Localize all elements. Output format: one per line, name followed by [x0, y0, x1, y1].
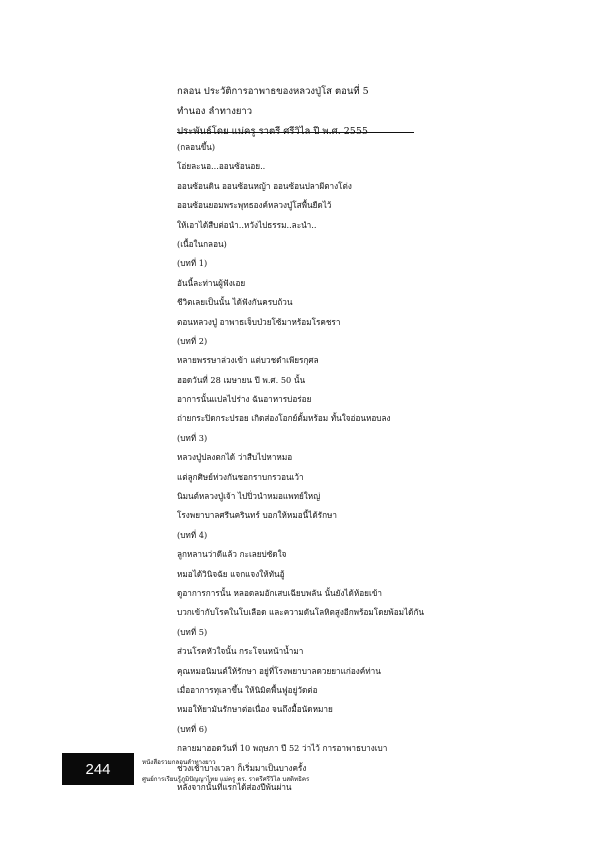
poem-line: หลวงปู่ปลงตกได้ ว่าสืบไปหาหมอ [177, 452, 293, 463]
poem-line: ลูกหลานว่าดีแล้ว กะเลยบ่ซัดใจ [177, 549, 287, 560]
poem-line: หลังจากนั้นที่แรกได้ส่องปีพ้นผ่าน [177, 781, 292, 792]
poem-line: ให้เอาได้สืบต่อนำ..หวังไปธรรม..ละนำ.. [177, 219, 317, 230]
page-number-box [62, 753, 134, 785]
verse-heading: (บทที่ 2) [177, 335, 208, 346]
poem-line: ช่วงเช้าบางเวลา ก็เริ่มมาเป็นบางครั้ง [177, 762, 307, 773]
poem-line: ส่วนโรคหัวใจนั้น กระโจนหน้าน้ำมา [177, 646, 304, 657]
verse-heading: (บทที่ 5) [177, 626, 208, 637]
poem-line: ดูอาการการนั้น หลอดลมอักเสบเฉียบพลัน นั้นยังได้ห้อยเข้า [177, 587, 382, 598]
poem-line: หลายพรรษาล่วงเข้า แต่บวชดำเพียรกุศล [177, 355, 319, 366]
poem-line: (กลอนขึ้น) [177, 142, 216, 152]
verse-heading: (บทที่ 3) [177, 432, 208, 443]
poem-line: ฮอดวันที่ 28 เมษายน ปี พ.ศ. 50 นั้น [177, 374, 306, 385]
poem-line: ตอนหลวงปู่ อาพาธเจ็บป่วยโซ้มาหร้อมโรคชรา [177, 316, 341, 327]
poem-line: หมอให้ยามันรักษาต่อเนื่อง จนถึงมื้อนัดหมาย [177, 704, 333, 715]
footer-publisher: ศูนย์การเรียนรู้ภูมิปัญญาไทย แม่ครู ดร. ราตรีศรีวิไล บสดิทธิคร [142, 776, 310, 783]
poem-title: กลอน ประวัติการอาพาธของหลวงปู่โส ตอนที่ 5 [177, 86, 369, 97]
verse-heading: (บทที่ 4) [177, 529, 208, 540]
poem-line: คุณหมอนิมนต์ให้รักษา อยู่ที่โรงพยาบาลดวยยาแก่องค์ท่าน [177, 665, 381, 676]
poem-line: หมอได้วินิจฉัย แจกแจงให้ทันอู้ [177, 568, 285, 579]
page-footer [142, 754, 442, 788]
poem-line: อันนี้ละท่านผู้ฟังเอย [177, 277, 246, 288]
poem-line: ออนซ้อนยอมพระพุทธองค์หลวงปู่โสพื้นยืดไว้ [177, 200, 332, 211]
poem-line: โอ่ยละนอ...ออนซ้อนอย.. [177, 161, 266, 172]
poem-line: โรงพยาบาลศรีนครินทร์ บอกให้หมอนี้ได้รักษา [177, 510, 338, 521]
header-divider [177, 132, 414, 133]
poem-line: ออนซ้อนดิน ออนซ้อนหญ้า ออนซ้อนปลาผีตางโต่ง [177, 180, 352, 191]
poem-header [177, 82, 417, 142]
poem-line: แต่ลูกศิษย์ห่วงกันชอกราบกรวอนเว้า [177, 471, 304, 482]
poem-author: ประพันธ์โดย แม่ครู ราตรี ศรีวิไล ปี พ.ศ. 2555 [177, 126, 368, 137]
page-number: 244 [85, 760, 111, 778]
poem-line: กลายมาฮอดวันที่ 10 พฤษภา ปี 52 ว่าไว้ การอาพาธบางเบา [177, 743, 388, 754]
poem-line: เมื่ออาการทุเลาขึ้น ให้นิมิตพื้นฟูอยู่วัดต่อ [177, 684, 318, 695]
poem-body [177, 138, 477, 797]
verse-heading: (บทที่ 6) [177, 723, 208, 734]
poem-line: ชีวิตเลยเป็นนั้น ได้ฟังกันครบถ้วน [177, 297, 293, 308]
poem-line: ถ่ายกระปิดกระปรอย เกิดส่องโอกย์ตั้มหร้อม ทั้นใจอ่อนหอบลง [177, 413, 391, 424]
footer-book-title: หนังสือรวมกลอนลำทางยาว [142, 759, 216, 766]
verse-heading: (บทที่ 1) [177, 258, 208, 269]
poem-line: บวกเข้ากับโรคในโบเลือด และความดันโลหิตสูงอีกพร้อมโดยพ้อมได้กัน [177, 607, 425, 618]
poem-line: อาการนั้นแปลไปร่าง ฉันอาหารบ่อร่อย [177, 394, 312, 405]
poem-line: นิมนต์หลวงปู่เจ้า ไปปิ่วนำหมอแพทย์ใหญ่ [177, 491, 321, 502]
poem-melody: ทำนอง ลำทางยาว [177, 106, 253, 117]
poem-line: (เนื้อในกลอน) [177, 238, 227, 249]
